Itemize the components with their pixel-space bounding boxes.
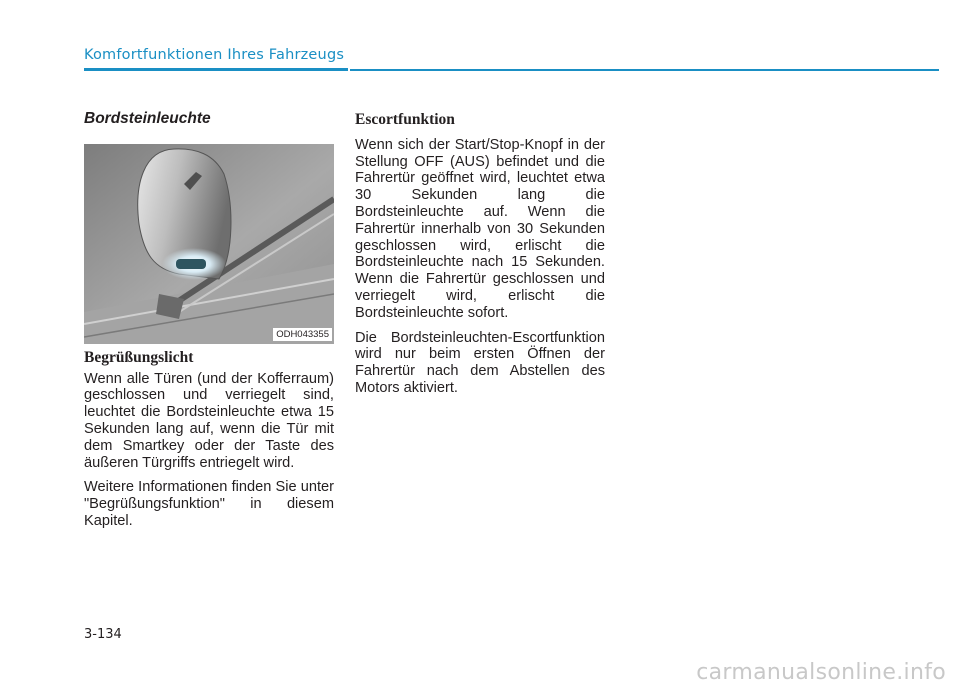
paragraph: Wenn sich der Start/Stop-Knopf in der Stellung OFF (AUS) befindet und die Fahrertür geöffnet wird, leuchtet etwa 30 Sekunden lang die Bordsteinleuchte auf. Wenn die Fahrertür innerhalb von 30 Sekunden geschlossen wird, erlischt die Bordsteinleuchte nach 15 Sekunden. Wenn die Fahrertür geschlossen und verriegelt wird, erlischt die Bordsteinleuchte sofort. [355, 136, 605, 321]
paragraph: Weitere Informationen finden Sie unter "Begrüßungsfunktion" in diesem Kapitel. [84, 479, 334, 529]
mirror-puddle-lamp-figure [84, 144, 334, 344]
section-title: Komfortfunktionen Ihres Fahrzeugs [84, 47, 345, 63]
heading-bordsteinleuchte: Bordsteinleuchte [84, 110, 211, 127]
paragraph: Wenn alle Türen (und der Kofferraum) geschlossen und verriegelt sind, leuchtet die Bordsteinleuchte etwa 15 Sekunden lang auf, wenn die Tür mit dem Smartkey oder der Taste des äußeren Türgriffs entriegelt wird. [84, 370, 334, 471]
watermark: carmanualsonline.info [696, 660, 946, 685]
header-rule-thin [350, 69, 939, 71]
figure-code: ODH043355 [273, 328, 332, 341]
paragraph: Die Bordsteinleuchten-Escortfunktion wird nur beim ersten Öffnen der Fahrertür nach dem Abstellen des Motors aktiviert. [355, 329, 605, 396]
page-number: 3-134 [84, 627, 122, 642]
left-column [84, 108, 334, 538]
right-column [355, 108, 605, 405]
header-rule-thick [84, 68, 348, 71]
mirror-illustration [84, 144, 334, 344]
subheading-escortfunktion: Escortfunktion [355, 111, 455, 128]
subheading-begruessungslicht: Begrüßungslicht [84, 348, 194, 366]
